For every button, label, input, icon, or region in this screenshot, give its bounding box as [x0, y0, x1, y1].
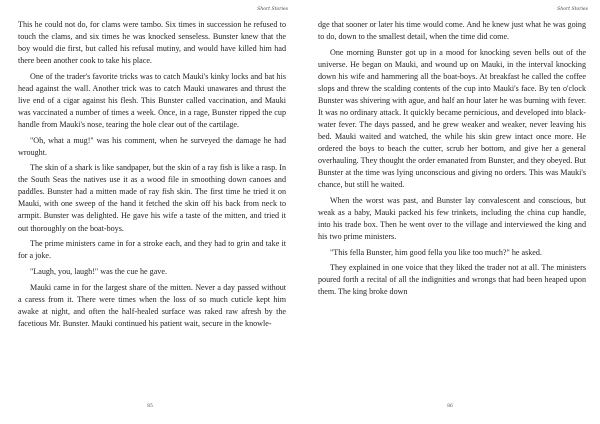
body-text: [318, 19, 586, 302]
paragraph: One morning Bunster got up in a mood for knocking seven bells out of the universe. He began on Mauki, and wound up on Mauki, in the interval knocking down his wife and hammering all the boat-boys. At breakfast he called the coffee slops and threw the scalding contents of the cup into Mauki's face. By ten o'clock Bunster was shivering with ague, and half an hour later he was burning with fever. It was no ordinary attack. It quickly became pernicious, and developed into black-water fever. The days passed, and he grew weaker and weaker, never leaving his bed. Mauki waited and watched, the while his skin grew intact once more. He ordered the boys to beach the cutter, scrub her bottom, and give her a general overhauling. They thought the order emanated from Bunster, and they obeyed. But Bunster at the time was lying unconscious and giving no orders. This was Mauki's chance, but still he waited.: [318, 47, 586, 190]
paragraph: dge that sooner or later his time would come. And he knew just what he was going to do, down to the smallest detail, when the time did come.: [318, 20, 586, 42]
page-number: 86: [447, 404, 453, 409]
paragraph: This he could not do, for clams were tambo. Six times in succession he refused to touch the clams, and six times he was knocked senseless. Bunster knew that the boy would die first, but called his refusal mutiny, and would have killed him had there been another cook to take his place.: [18, 20, 286, 66]
body-text: [18, 19, 286, 333]
paragraph: One of the trader's favorite tricks was to catch Mauki's kinky locks and bat his head against the wall. Another trick was to catch Mauki unawares and thrust the live end of a cigar against his flesh. This Bunster called vaccination, and Mauki was vaccinated a number of times a week. Once, in a rage, Bunster ripped the cup handle from Mauki's nose, tearing the hole clear out of the cartilage.: [18, 71, 286, 129]
paragraph: When the worst was past, and Bunster lay convalescent and conscious, but weak as a baby, Mauki packed his few trinkets, including the china cup handle, into his trade box. Then he went over to the village and interviewed the king and his two prime ministers.: [318, 195, 586, 241]
right-page: [300, 0, 600, 424]
paragraph: Mauki came in for the largest share of the mitten. Never a day passed without a caress from it. There were times when the loss of so much cuticle kept him awake at night, and often the half-healed surface was raked raw afresh by the facetious Mr. Bunster. Mauki continued his patient wait, secure in the knowle-: [18, 282, 286, 328]
paragraph: "Laugh, you, laugh!" was the cue he gave.: [30, 266, 167, 276]
page-number: 85: [147, 404, 153, 409]
running-head: Short Stories: [257, 7, 288, 12]
paragraph: The prime ministers came in for a stroke each, and they had to grin and take it for a joke.: [18, 239, 286, 261]
running-head: Short Stories: [557, 7, 588, 12]
paragraph: The skin of a shark is like sandpaper, but the skin of a ray fish is like a rasp. In the South Seas the natives use it as a wood file in smoothing down canoes and paddles. Bunster had a mitten made of ray fish skin. The first time he tried it on Mauki, with one sweep of the hand it fetched the skin off his back from neck to armpit. Bunster was delighted. He gave his wife a taste of the mitten, and tried it out thoroughly on the boat-boys.: [18, 163, 286, 233]
paragraph: They explained in one voice that they liked the trader not at all. The ministers poured forth a recital of all the indignities and wrongs that had been heaped upon them. The king broke down: [318, 263, 586, 297]
paragraph: "This fella Bunster, him good fella you like too much?" he asked.: [330, 247, 542, 257]
paragraph: "Oh, what a mug!" was his comment, when he surveyed the damage he had wrought.: [18, 135, 286, 157]
